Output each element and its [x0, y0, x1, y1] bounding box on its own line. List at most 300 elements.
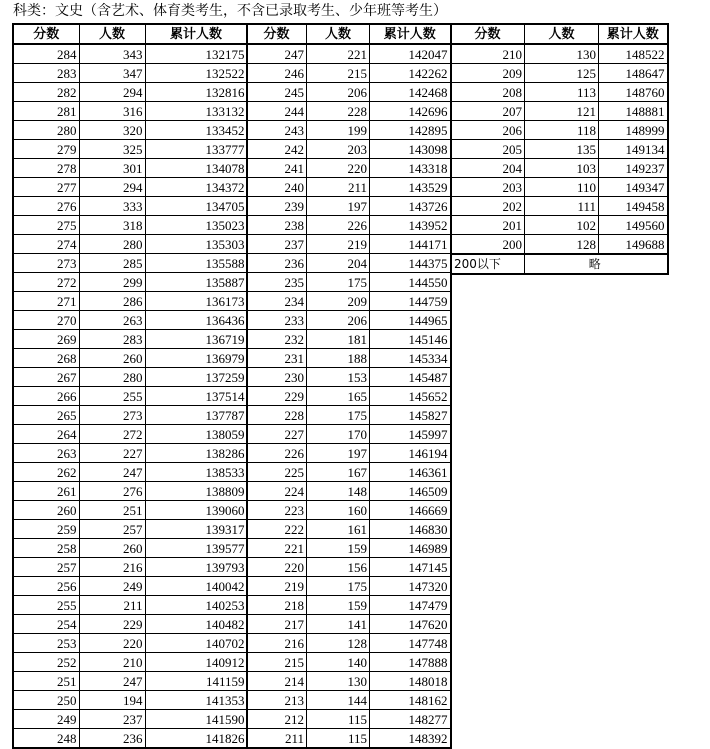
cell-score: 239 — [247, 197, 307, 216]
cell-cumulative: 137787 — [145, 406, 247, 425]
table-row — [451, 235, 668, 255]
cell-count: 249 — [79, 577, 145, 596]
table-row — [247, 691, 451, 710]
cell-count: 153 — [307, 368, 370, 387]
cell-count: 228 — [307, 102, 370, 121]
cell-cumulative: 146509 — [370, 482, 451, 501]
cell-count: 263 — [79, 311, 145, 330]
cell-score: 268 — [13, 349, 79, 368]
table-row — [13, 463, 247, 482]
table-row — [247, 463, 451, 482]
cell-count: 219 — [307, 235, 370, 254]
below-200-label: 200以下 — [451, 254, 525, 274]
cell-score: 263 — [13, 444, 79, 463]
cell-score: 269 — [13, 330, 79, 349]
cell-score: 233 — [247, 311, 307, 330]
cell-count: 260 — [79, 539, 145, 558]
table-row — [13, 596, 247, 615]
cell-score: 277 — [13, 178, 79, 197]
cell-cumulative: 144759 — [370, 292, 451, 311]
cell-count: 144 — [307, 691, 370, 710]
column-header-cumulative: 累计人数 — [599, 24, 668, 44]
cell-count: 316 — [79, 102, 145, 121]
table-row — [451, 44, 668, 64]
table-row — [13, 558, 247, 577]
cell-count: 125 — [525, 64, 599, 83]
table-row — [451, 159, 668, 178]
column-header-cumulative: 累计人数 — [370, 24, 451, 44]
table-row — [247, 178, 451, 197]
cell-score: 282 — [13, 83, 79, 102]
cell-score: 220 — [247, 558, 307, 577]
cell-cumulative: 134705 — [145, 197, 247, 216]
cell-count: 211 — [79, 596, 145, 615]
cell-cumulative: 133777 — [145, 140, 247, 159]
cell-score: 206 — [451, 121, 525, 140]
table-row — [247, 368, 451, 387]
cell-cumulative: 148018 — [370, 672, 451, 691]
cell-score: 215 — [247, 653, 307, 672]
cell-cumulative: 136979 — [145, 349, 247, 368]
cell-score: 250 — [13, 691, 79, 710]
cell-cumulative: 148760 — [599, 83, 668, 102]
cell-score: 229 — [247, 387, 307, 406]
cell-cumulative: 132816 — [145, 83, 247, 102]
cell-cumulative: 145827 — [370, 406, 451, 425]
cell-count: 299 — [79, 273, 145, 292]
cell-cumulative: 142895 — [370, 121, 451, 140]
table-row — [13, 425, 247, 444]
cell-cumulative: 144550 — [370, 273, 451, 292]
table-row — [13, 44, 247, 64]
cell-cumulative: 143098 — [370, 140, 451, 159]
cell-score: 264 — [13, 425, 79, 444]
cell-cumulative: 149134 — [599, 140, 668, 159]
cell-score: 205 — [451, 140, 525, 159]
column-header-score: 分数 — [13, 24, 79, 44]
cell-count: 181 — [307, 330, 370, 349]
score-table-part-3 — [450, 23, 669, 275]
cell-cumulative: 147145 — [370, 558, 451, 577]
table-row — [247, 121, 451, 140]
cell-count: 159 — [307, 539, 370, 558]
cell-cumulative: 139317 — [145, 520, 247, 539]
table-row — [247, 577, 451, 596]
table-row — [247, 273, 451, 292]
cell-cumulative: 136173 — [145, 292, 247, 311]
cell-score: 257 — [13, 558, 79, 577]
cell-count: 247 — [79, 672, 145, 691]
cell-count: 175 — [307, 406, 370, 425]
cell-score: 272 — [13, 273, 79, 292]
cell-cumulative: 146361 — [370, 463, 451, 482]
cell-cumulative: 147620 — [370, 615, 451, 634]
below-200-value: 略 — [525, 254, 668, 274]
column-header-score: 分数 — [451, 24, 525, 44]
column-header-count: 人数 — [525, 24, 599, 44]
cell-score: 204 — [451, 159, 525, 178]
cell-score: 200 — [451, 235, 525, 255]
cell-score: 241 — [247, 159, 307, 178]
cell-count: 165 — [307, 387, 370, 406]
table-row — [247, 482, 451, 501]
cell-cumulative: 145146 — [370, 330, 451, 349]
cell-count: 206 — [307, 311, 370, 330]
cell-cumulative: 144965 — [370, 311, 451, 330]
cell-count: 220 — [79, 634, 145, 653]
cell-cumulative: 144375 — [370, 254, 451, 273]
cell-count: 159 — [307, 596, 370, 615]
cell-cumulative: 136719 — [145, 330, 247, 349]
cell-cumulative: 140912 — [145, 653, 247, 672]
cell-count: 211 — [307, 178, 370, 197]
table-row — [247, 710, 451, 729]
cell-cumulative: 141159 — [145, 672, 247, 691]
cell-cumulative: 146669 — [370, 501, 451, 520]
cell-cumulative: 137259 — [145, 368, 247, 387]
cell-cumulative: 135303 — [145, 235, 247, 254]
cell-count: 128 — [525, 235, 599, 255]
cell-score: 256 — [13, 577, 79, 596]
cell-score: 235 — [247, 273, 307, 292]
table-row — [247, 729, 451, 749]
table-row — [13, 292, 247, 311]
table-row — [247, 539, 451, 558]
cell-cumulative: 149458 — [599, 197, 668, 216]
table-row — [247, 159, 451, 178]
cell-score: 276 — [13, 197, 79, 216]
table-row — [13, 140, 247, 159]
cell-count: 280 — [79, 368, 145, 387]
table-row — [13, 577, 247, 596]
cell-score: 273 — [13, 254, 79, 273]
cell-count: 194 — [79, 691, 145, 710]
table-row — [247, 44, 451, 64]
table-row — [451, 64, 668, 83]
cell-score: 240 — [247, 178, 307, 197]
cell-score: 262 — [13, 463, 79, 482]
cell-score: 275 — [13, 216, 79, 235]
cell-count: 229 — [79, 615, 145, 634]
score-table-part-1 — [12, 23, 248, 749]
cell-count: 237 — [79, 710, 145, 729]
table-row — [13, 159, 247, 178]
cell-score: 271 — [13, 292, 79, 311]
table-row — [13, 273, 247, 292]
cell-score: 217 — [247, 615, 307, 634]
table-row — [247, 596, 451, 615]
cell-count: 216 — [79, 558, 145, 577]
cell-cumulative: 139577 — [145, 539, 247, 558]
cell-cumulative: 147888 — [370, 653, 451, 672]
cell-cumulative: 135588 — [145, 254, 247, 273]
cell-score: 211 — [247, 729, 307, 749]
table-row — [247, 425, 451, 444]
table-row — [13, 501, 247, 520]
cell-cumulative: 143952 — [370, 216, 451, 235]
cell-score: 243 — [247, 121, 307, 140]
cell-score: 245 — [247, 83, 307, 102]
cell-cumulative: 146194 — [370, 444, 451, 463]
table-row — [247, 520, 451, 539]
cell-score: 278 — [13, 159, 79, 178]
cell-cumulative: 148162 — [370, 691, 451, 710]
cell-cumulative: 145334 — [370, 349, 451, 368]
cell-score: 219 — [247, 577, 307, 596]
table-row — [247, 292, 451, 311]
cell-cumulative: 147320 — [370, 577, 451, 596]
cell-cumulative: 148522 — [599, 44, 668, 64]
cell-count: 141 — [307, 615, 370, 634]
cell-cumulative: 149237 — [599, 159, 668, 178]
table-row — [13, 444, 247, 463]
cell-score: 213 — [247, 691, 307, 710]
cell-score: 254 — [13, 615, 79, 634]
table-row — [247, 672, 451, 691]
cell-count: 227 — [79, 444, 145, 463]
cell-cumulative: 144171 — [370, 235, 451, 254]
cell-cumulative: 142468 — [370, 83, 451, 102]
cell-count: 197 — [307, 444, 370, 463]
cell-score: 255 — [13, 596, 79, 615]
table-row — [247, 216, 451, 235]
cell-count: 197 — [307, 197, 370, 216]
table-row — [247, 406, 451, 425]
cell-score: 222 — [247, 520, 307, 539]
cell-score: 281 — [13, 102, 79, 121]
cell-count: 115 — [307, 729, 370, 749]
cell-cumulative: 136436 — [145, 311, 247, 330]
cell-score: 242 — [247, 140, 307, 159]
cell-count: 128 — [307, 634, 370, 653]
cell-count: 115 — [307, 710, 370, 729]
cell-score: 279 — [13, 140, 79, 159]
cell-cumulative: 145997 — [370, 425, 451, 444]
table-row — [13, 539, 247, 558]
table-row — [247, 387, 451, 406]
cell-count: 156 — [307, 558, 370, 577]
table-row — [13, 729, 247, 749]
cell-score: 249 — [13, 710, 79, 729]
cell-count: 247 — [79, 463, 145, 482]
cell-cumulative: 145652 — [370, 387, 451, 406]
cell-cumulative: 142696 — [370, 102, 451, 121]
cell-score: 212 — [247, 710, 307, 729]
cell-count: 209 — [307, 292, 370, 311]
cell-cumulative: 148881 — [599, 102, 668, 121]
cell-count: 203 — [307, 140, 370, 159]
cell-count: 130 — [525, 44, 599, 64]
cell-score: 258 — [13, 539, 79, 558]
cell-count: 118 — [525, 121, 599, 140]
cell-count: 103 — [525, 159, 599, 178]
cell-count: 135 — [525, 140, 599, 159]
table-row — [13, 235, 247, 254]
cell-count: 236 — [79, 729, 145, 749]
cell-cumulative: 147479 — [370, 596, 451, 615]
cell-cumulative: 138059 — [145, 425, 247, 444]
cell-count: 111 — [525, 197, 599, 216]
cell-score: 214 — [247, 672, 307, 691]
table-row — [13, 691, 247, 710]
cell-count: 294 — [79, 83, 145, 102]
table-row — [451, 102, 668, 121]
column-header-cumulative: 累计人数 — [145, 24, 247, 44]
table-row — [13, 672, 247, 691]
cell-cumulative: 140702 — [145, 634, 247, 653]
cell-score: 202 — [451, 197, 525, 216]
table-row — [13, 615, 247, 634]
table-row — [13, 216, 247, 235]
cell-cumulative: 134078 — [145, 159, 247, 178]
table-row — [247, 311, 451, 330]
table-header-row — [247, 24, 451, 44]
cell-count: 276 — [79, 482, 145, 501]
cell-count: 102 — [525, 216, 599, 235]
cell-count: 210 — [79, 653, 145, 672]
cell-count: 170 — [307, 425, 370, 444]
cell-score: 280 — [13, 121, 79, 140]
cell-score: 228 — [247, 406, 307, 425]
score-table-part-2 — [246, 23, 452, 749]
table-row — [13, 121, 247, 140]
cell-score: 221 — [247, 539, 307, 558]
table-row — [13, 387, 247, 406]
cell-count: 255 — [79, 387, 145, 406]
table-header-row — [451, 24, 668, 44]
cell-cumulative: 140482 — [145, 615, 247, 634]
cell-count: 272 — [79, 425, 145, 444]
cell-count: 343 — [79, 44, 145, 64]
cell-score: 283 — [13, 64, 79, 83]
cell-cumulative: 149347 — [599, 178, 668, 197]
cell-count: 110 — [525, 178, 599, 197]
table-row — [247, 102, 451, 121]
cell-count: 199 — [307, 121, 370, 140]
cell-cumulative: 142047 — [370, 44, 451, 64]
table-row — [247, 653, 451, 672]
cell-cumulative: 140253 — [145, 596, 247, 615]
cell-score: 210 — [451, 44, 525, 64]
table-row — [13, 330, 247, 349]
column-header-count: 人数 — [79, 24, 145, 44]
cell-score: 238 — [247, 216, 307, 235]
cell-score: 251 — [13, 672, 79, 691]
cell-score: 265 — [13, 406, 79, 425]
cell-score: 230 — [247, 368, 307, 387]
cell-count: 175 — [307, 577, 370, 596]
cell-score: 270 — [13, 311, 79, 330]
cell-score: 209 — [451, 64, 525, 83]
cell-count: 325 — [79, 140, 145, 159]
cell-count: 206 — [307, 83, 370, 102]
table-row — [247, 615, 451, 634]
cell-count: 215 — [307, 64, 370, 83]
cell-count: 204 — [307, 254, 370, 273]
cell-cumulative: 133452 — [145, 121, 247, 140]
cell-cumulative: 137514 — [145, 387, 247, 406]
cell-cumulative: 132175 — [145, 44, 247, 64]
table-row — [247, 501, 451, 520]
table-row — [247, 83, 451, 102]
cell-count: 130 — [307, 672, 370, 691]
cell-cumulative: 138809 — [145, 482, 247, 501]
cell-count: 221 — [307, 44, 370, 64]
cell-cumulative: 135887 — [145, 273, 247, 292]
cell-count: 188 — [307, 349, 370, 368]
cell-cumulative: 148999 — [599, 121, 668, 140]
cell-count: 121 — [525, 102, 599, 121]
cell-cumulative: 145487 — [370, 368, 451, 387]
cell-count: 280 — [79, 235, 145, 254]
cell-cumulative: 135023 — [145, 216, 247, 235]
cell-count: 260 — [79, 349, 145, 368]
table-row — [451, 83, 668, 102]
table-row — [451, 121, 668, 140]
column-header-count: 人数 — [307, 24, 370, 44]
cell-score: 225 — [247, 463, 307, 482]
cell-count: 320 — [79, 121, 145, 140]
table-row — [13, 520, 247, 539]
cell-count: 286 — [79, 292, 145, 311]
cell-cumulative: 141590 — [145, 710, 247, 729]
table-row — [13, 311, 247, 330]
cell-score: 267 — [13, 368, 79, 387]
cell-cumulative: 138286 — [145, 444, 247, 463]
table-row — [247, 634, 451, 653]
cell-cumulative: 148277 — [370, 710, 451, 729]
cell-score: 208 — [451, 83, 525, 102]
cell-count: 167 — [307, 463, 370, 482]
column-header-score: 分数 — [247, 24, 307, 44]
table-row — [247, 140, 451, 159]
cell-count: 301 — [79, 159, 145, 178]
cell-cumulative: 141353 — [145, 691, 247, 710]
table-row — [13, 83, 247, 102]
cell-score: 253 — [13, 634, 79, 653]
cell-count: 294 — [79, 178, 145, 197]
cell-count: 175 — [307, 273, 370, 292]
table-row — [13, 482, 247, 501]
table-row — [247, 197, 451, 216]
cell-cumulative: 139793 — [145, 558, 247, 577]
cell-cumulative: 143726 — [370, 197, 451, 216]
cell-cumulative: 141826 — [145, 729, 247, 749]
cell-score: 223 — [247, 501, 307, 520]
cell-score: 244 — [247, 102, 307, 121]
cell-count: 161 — [307, 520, 370, 539]
table-row — [13, 653, 247, 672]
cell-count: 283 — [79, 330, 145, 349]
table-row — [247, 349, 451, 368]
cell-score: 259 — [13, 520, 79, 539]
cell-score: 227 — [247, 425, 307, 444]
cell-score: 247 — [247, 44, 307, 64]
table-row — [247, 558, 451, 577]
cell-score: 260 — [13, 501, 79, 520]
cell-cumulative: 143529 — [370, 178, 451, 197]
cell-count: 251 — [79, 501, 145, 520]
table-header-row — [13, 24, 247, 44]
table-row — [247, 254, 451, 273]
cell-score: 274 — [13, 235, 79, 254]
cell-score: 237 — [247, 235, 307, 254]
table-row — [13, 254, 247, 273]
cell-cumulative: 146989 — [370, 539, 451, 558]
cell-score: 226 — [247, 444, 307, 463]
table-row — [13, 634, 247, 653]
cell-count: 333 — [79, 197, 145, 216]
